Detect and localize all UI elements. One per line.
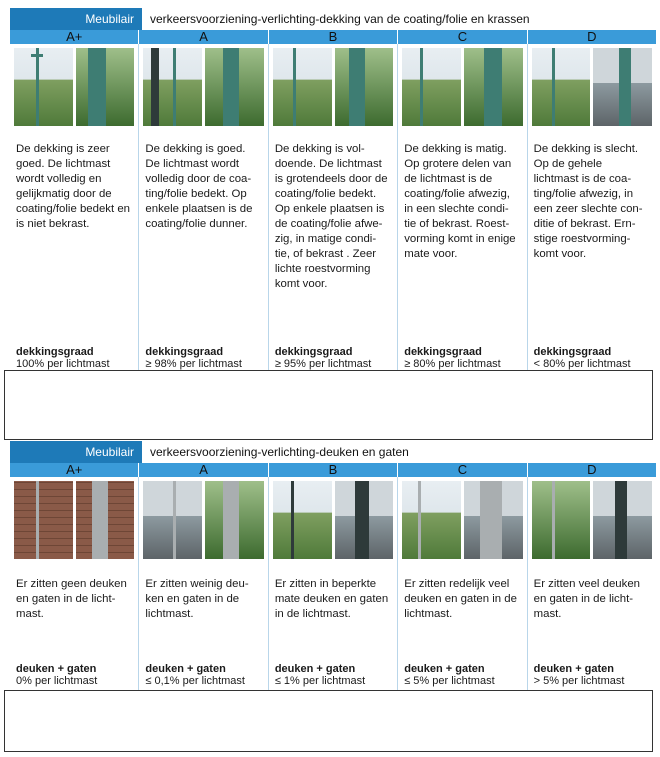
pole-closeup-photo <box>464 48 523 126</box>
grade-label: A <box>139 30 268 44</box>
pole-closeup-photo <box>593 481 652 559</box>
metric-label: dekkingsgraad <box>533 346 612 358</box>
grade-label: B <box>269 30 398 44</box>
photo-pair <box>269 44 397 126</box>
page-frame-bottom <box>4 690 653 752</box>
grade-description: Er zitten redelijk veel deuken en gaten in de lichtmast. <box>404 578 517 620</box>
streetlight-photo <box>14 481 73 559</box>
metric-value: < 80% per lichtmast <box>533 358 631 370</box>
metric-value: > 5% per lichtmast <box>533 675 625 687</box>
grade-column <box>398 477 527 690</box>
grade-column <box>269 477 398 690</box>
photo-pair <box>10 477 138 559</box>
metric <box>404 663 494 687</box>
pole-closeup-photo <box>205 48 264 126</box>
grade-column <box>10 477 139 690</box>
metric-label: deuken + gaten <box>145 663 226 675</box>
grade-column <box>398 44 527 370</box>
streetlight-photo <box>143 481 202 559</box>
grade-description: Er zitten in beperkte mate deuken en gaten in de lichtmast. <box>274 578 389 620</box>
photo-pair <box>139 477 267 559</box>
grade-description: Er zitten veel deuken en gaten in de licht-mast. <box>533 578 641 620</box>
metric <box>534 346 631 370</box>
metric <box>534 663 625 687</box>
photo-pair <box>139 44 267 126</box>
metric-label: deuken + gaten <box>533 663 615 675</box>
pole-closeup-photo <box>593 48 652 126</box>
metric-label: dekkingsgraad <box>16 346 94 358</box>
streetlight-photo <box>143 48 202 126</box>
metric <box>145 346 242 370</box>
photo-pair <box>269 477 397 559</box>
metric-value: ≤ 1% per lichtmast <box>274 675 366 687</box>
section-header <box>10 441 656 463</box>
pole-closeup-photo <box>76 481 135 559</box>
grade-label: C <box>398 463 527 477</box>
coating-section <box>10 8 656 370</box>
grade-column <box>139 44 268 370</box>
grade-column <box>139 477 268 690</box>
grade-columns <box>10 44 656 370</box>
pole-closeup-photo <box>335 481 394 559</box>
metric <box>275 346 372 370</box>
grade-description: De dekking is zeer goed. De lichtmast wordt volledig en gelijkmatig door de coating/folie bedekt en is niet bekrast. <box>16 143 130 230</box>
metric-label: deuken + gaten <box>16 663 97 675</box>
streetlight-photo <box>273 481 332 559</box>
metric-label: dekkingsgraad <box>404 346 482 358</box>
streetlight-photo <box>14 48 73 126</box>
grade-description: De dekking is matig. Op grotere delen van de lichtmast is de coating/folie afwezig, in een slechte condi-tie of bekrast. Roest-vorming komt in enige mate voor. <box>404 143 516 260</box>
metric-value: ≥ 95% per lichtmast <box>274 358 372 370</box>
streetlight-photo <box>532 481 591 559</box>
metric-value: 0% per lichtmast <box>16 675 98 687</box>
grade-label: A+ <box>10 463 139 477</box>
streetlight-photo <box>402 48 461 126</box>
grade-label: A+ <box>10 30 139 44</box>
section-title: verkeersvoorziening-verlichting-dekking van de coating/folie en krassen <box>150 12 530 26</box>
metric-label: deuken + gaten <box>404 663 485 675</box>
grade-description: De dekking is goed. De lichtmast wordt volledig door de coa-ting/folie bedekt. Op enkele plaatsen is de coating/folie dunner. <box>145 143 253 230</box>
photo-pair <box>398 477 526 559</box>
page-frame-top <box>4 370 653 440</box>
grade-label: D <box>587 29 597 44</box>
metric-label: deuken + gaten <box>274 663 356 675</box>
grade-label: D <box>587 462 597 477</box>
grade-bar <box>10 463 656 477</box>
photo-pair <box>398 44 526 126</box>
grade-columns <box>10 477 656 690</box>
dents-section <box>10 441 656 690</box>
metric-value: ≤ 0,1% per lichtmast <box>145 675 245 687</box>
pole-closeup-photo <box>464 481 523 559</box>
grade-description: Er zitten geen deuken en gaten in de licht-mast. <box>16 578 127 620</box>
category-label: Meubilair <box>10 8 142 30</box>
grade-column <box>269 44 398 370</box>
metric <box>275 663 365 687</box>
metric <box>404 346 501 370</box>
streetlight-photo <box>402 481 461 559</box>
metric-label: dekkingsgraad <box>274 346 353 358</box>
photo-pair <box>528 44 656 126</box>
metric-value: ≥ 98% per lichtmast <box>145 358 242 370</box>
grade-label: C <box>398 30 527 44</box>
grade-label: B <box>269 463 398 477</box>
grade-description: De dekking is slecht. Op de gehele lichtmast is de coa-ting/folie afwezig, in een zeer slechte con-ditie of bekrast. Ern-stige roestvorming-komt voor. <box>533 143 643 260</box>
pole-closeup-photo <box>76 48 135 126</box>
category-label: Meubilair <box>10 441 142 463</box>
metric <box>145 663 245 687</box>
grade-description: Er zitten weinig deu-ken en gaten in de lichtmast. <box>145 578 249 620</box>
metric <box>16 346 110 370</box>
metric-value: ≥ 80% per lichtmast <box>404 358 501 370</box>
grade-label: A <box>139 463 268 477</box>
metric-label: dekkingsgraad <box>145 346 224 358</box>
pole-closeup-photo <box>205 481 264 559</box>
streetlight-photo <box>532 48 591 126</box>
section-title: verkeersvoorziening-verlichting-deuken en gaten <box>150 445 409 459</box>
grade-description: De dekking is vol-doende. De lichtmast is grotendeels door de coating/folie bedekt. Op enkele plaatsen is de coating/folie afwe-zig, in matige condi-tie, of bekrast . Zeer lichte roestvorming komt voor. <box>274 143 388 290</box>
streetlight-photo <box>273 48 332 126</box>
grade-column <box>528 44 656 370</box>
metric-value: 100% per lichtmast <box>16 358 110 370</box>
grade-column <box>528 477 656 690</box>
metric-value: ≤ 5% per lichtmast <box>404 675 495 687</box>
grade-bar <box>10 30 656 44</box>
metric <box>16 663 97 687</box>
photo-pair <box>10 44 138 126</box>
section-header <box>10 8 656 30</box>
photo-pair <box>528 477 656 559</box>
pole-closeup-photo <box>335 48 394 126</box>
grade-column <box>10 44 139 370</box>
